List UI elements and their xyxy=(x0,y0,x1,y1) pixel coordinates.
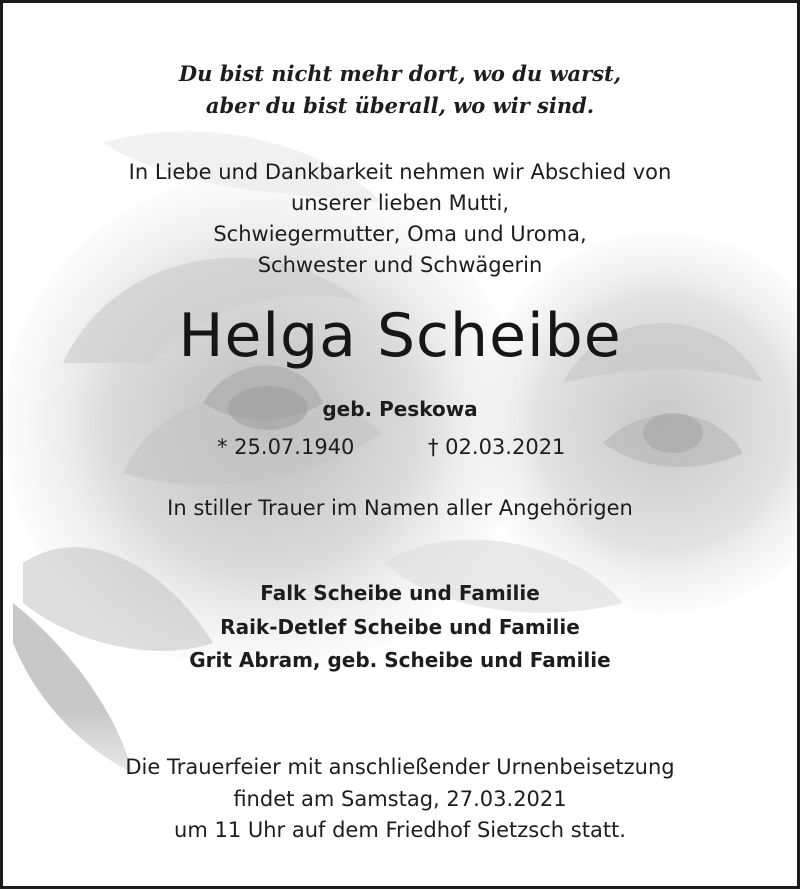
intro-line-1: In Liebe und Dankbarkeit nehmen wir Abschied von xyxy=(128,160,672,184)
mourner-2: Raik-Detlef Scheibe und Familie xyxy=(220,615,580,639)
obituary-content xyxy=(3,3,797,886)
mourner-1: Falk Scheibe und Familie xyxy=(260,581,540,605)
death-date: † 02.03.2021 xyxy=(428,435,566,459)
maiden-name: geb. Peskowa xyxy=(322,397,478,421)
mourning-line: In stiller Trauer im Namen aller Angehörigen xyxy=(167,496,633,520)
intro-line-3: Schwiegermutter, Oma und Uroma, xyxy=(213,222,587,246)
motto-line-1: Du bist nicht mehr dort, wo du warst, xyxy=(178,61,622,86)
birth-date: * 25.07.1940 xyxy=(217,435,355,459)
ceremony-line-3: um 11 Uhr auf dem Friedhof Sietzsch statt. xyxy=(174,818,626,842)
intro-line-4: Schwester und Schwägerin xyxy=(257,253,543,277)
intro-line-2: unserer lieben Mutti, xyxy=(290,191,510,215)
mourner-3: Grit Abram, geb. Scheibe und Familie xyxy=(189,648,611,672)
deceased-name: Helga Scheibe xyxy=(178,301,622,371)
motto-line-2: aber du bist überall, wo wir sind. xyxy=(205,93,595,118)
ceremony-line-1: Die Trauerfeier mit anschließender Urnenbeisetzung xyxy=(125,755,675,779)
ceremony-line-2: findet am Samstag, 27.03.2021 xyxy=(233,787,567,811)
